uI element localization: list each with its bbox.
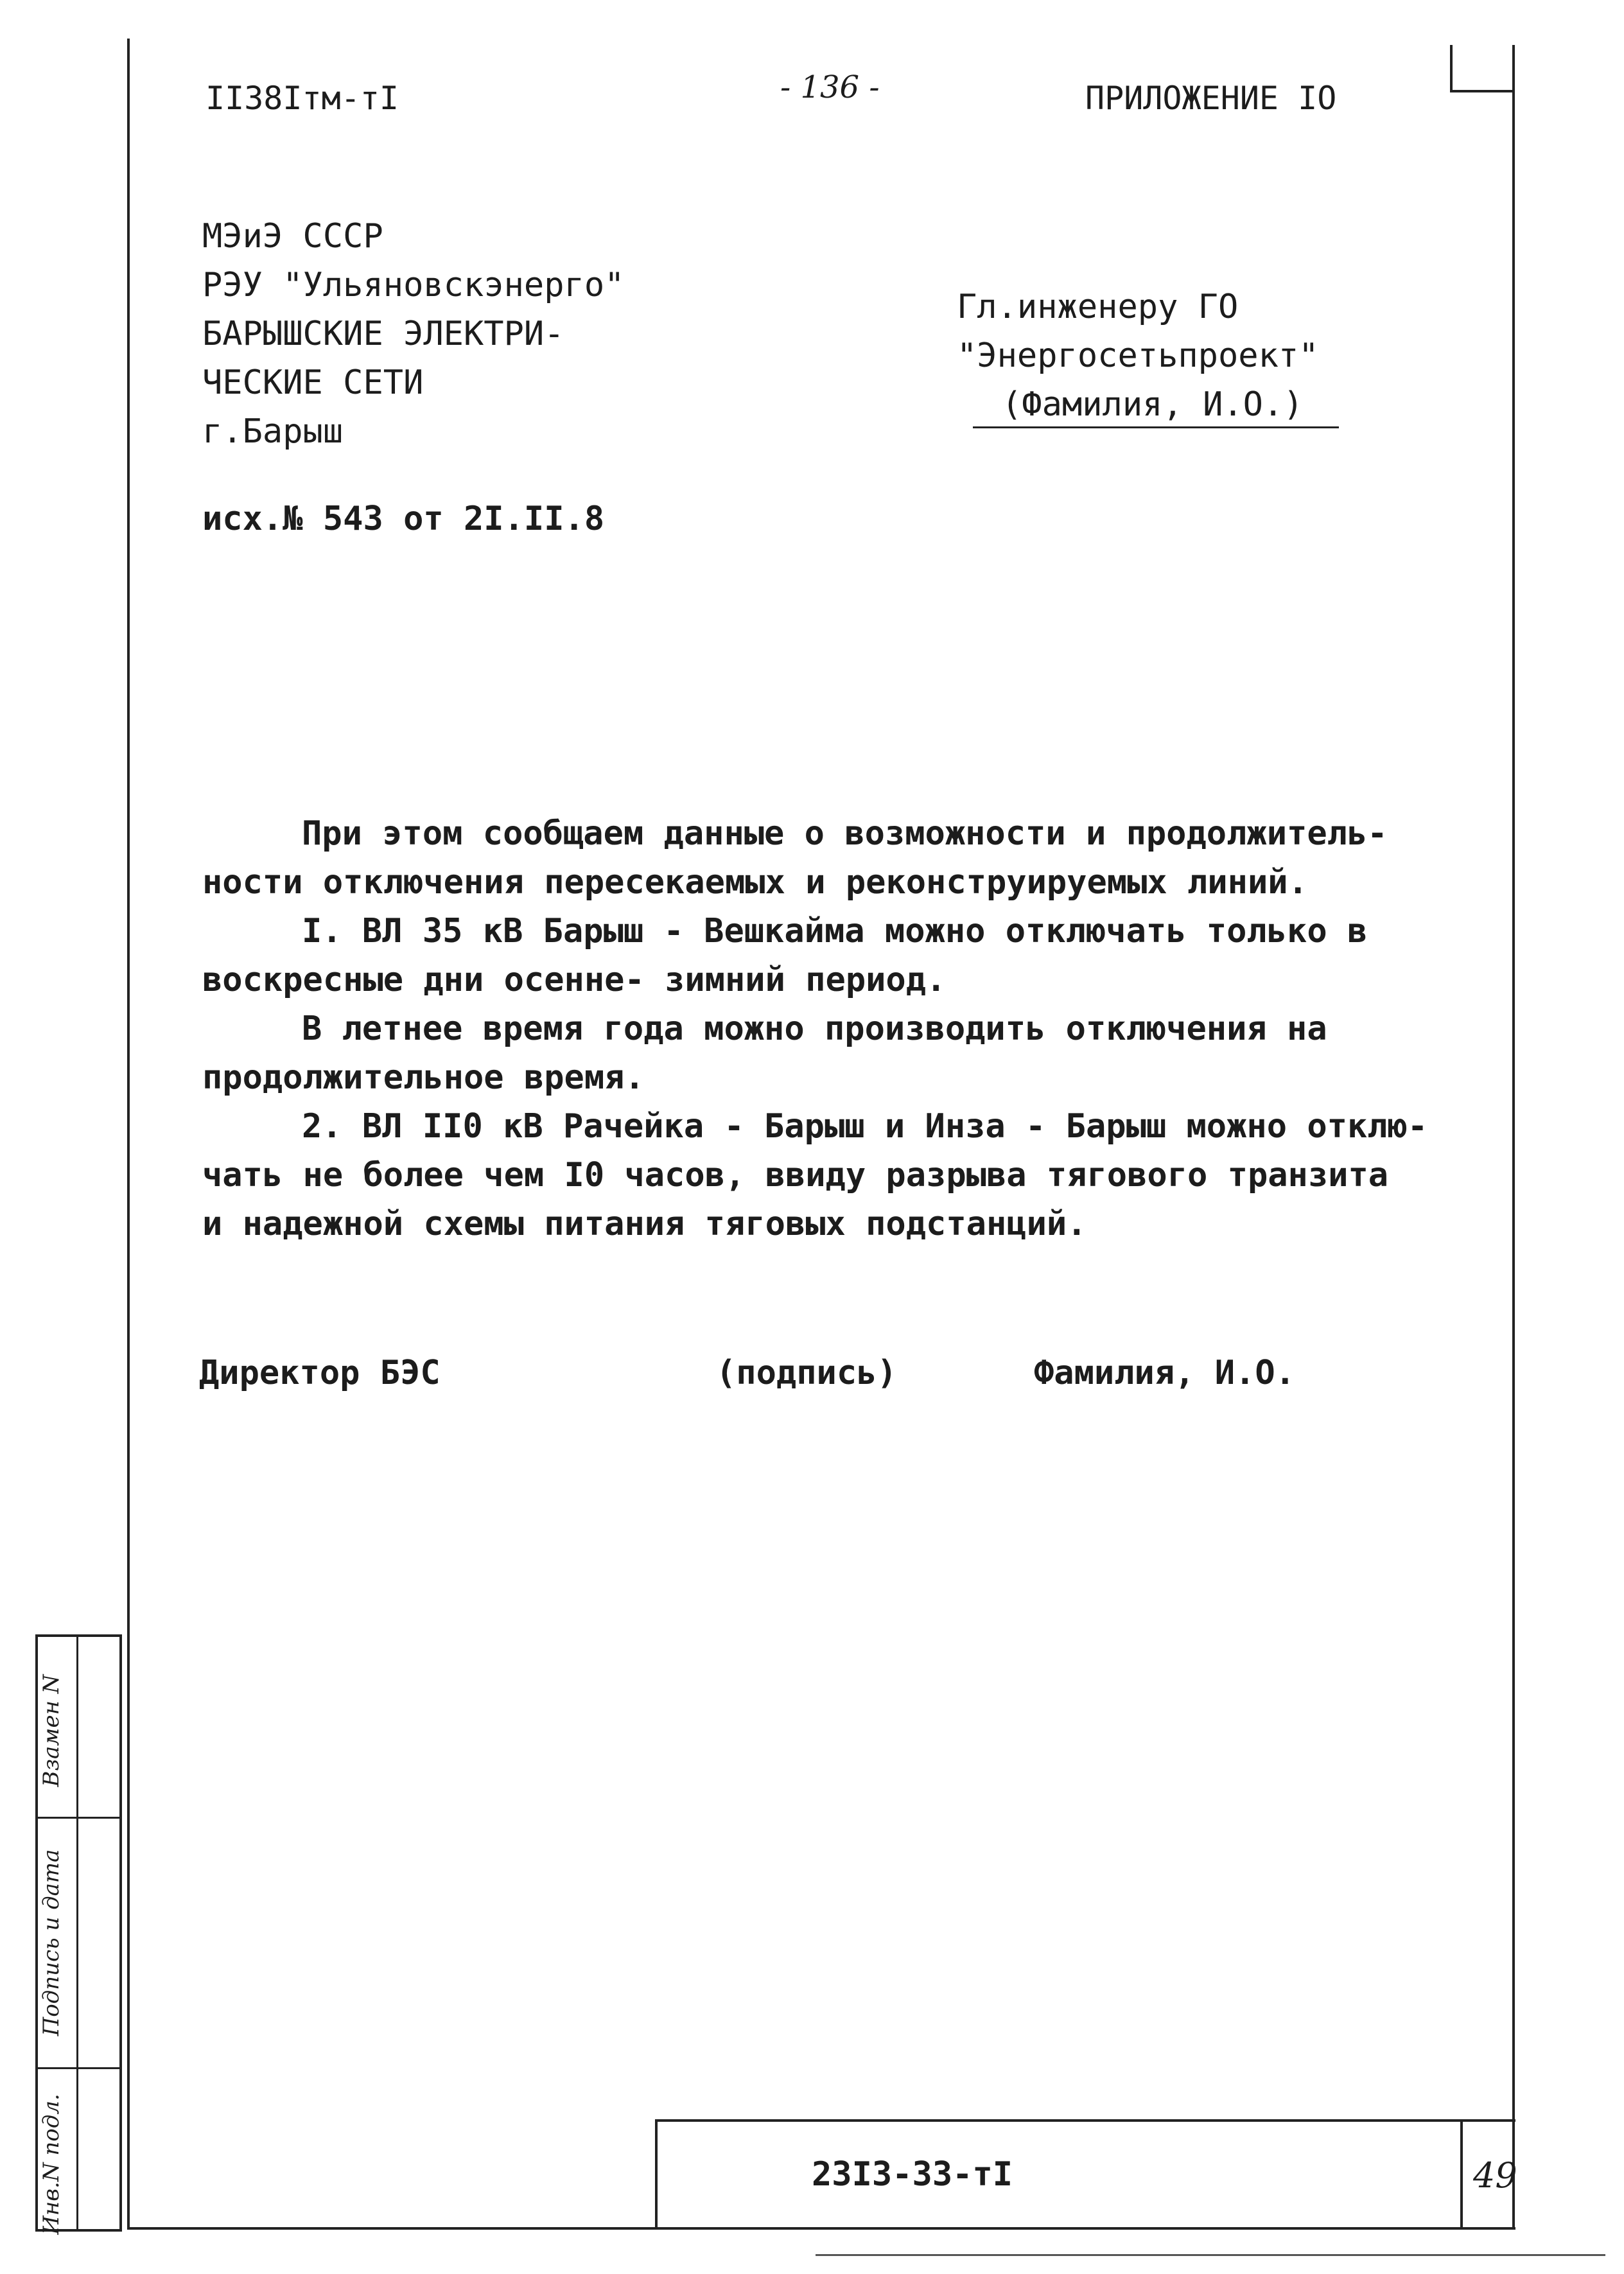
corner-mark-horizontal bbox=[1450, 90, 1514, 92]
body-line: 2. ВЛ II0 кВ Рачейка - Барыш и Инза - Барыш можно отклю- bbox=[302, 1107, 1428, 1146]
body-line: продолжительное время. bbox=[202, 1058, 645, 1097]
sender-line: г.Барыш bbox=[202, 412, 344, 451]
signature-placeholder: (подпись) bbox=[716, 1354, 897, 1392]
recipient-line: "Энергосетьпроект" bbox=[957, 337, 1319, 375]
stamp-label-inventory: Инв.N подл. bbox=[39, 2094, 64, 2235]
body-line: I. ВЛ 35 кВ Барыш - Вешкайма можно отключать только в bbox=[302, 912, 1368, 950]
stamp-row-divider bbox=[38, 1817, 119, 1819]
stamp-label-signature-date: Подпись и дата bbox=[39, 1849, 64, 2036]
corner-mark-vertical bbox=[1450, 45, 1453, 91]
stamp-row-divider bbox=[38, 2067, 119, 2069]
sheet-number: 49 bbox=[1473, 2155, 1517, 2196]
body-line: чать не более чем I0 часов, ввиду разрыва тягового транзита bbox=[202, 1156, 1389, 1194]
sender-line: БАРЫШСКИЕ ЭЛЕКТРИ- bbox=[202, 315, 564, 353]
title-block-code: 23I3-33-тI bbox=[812, 2155, 1013, 2194]
signature-name: Фамилия, И.О. bbox=[1034, 1354, 1295, 1392]
recipient-name-placeholder: (Фамилия, И.О.) bbox=[1002, 385, 1304, 424]
signature-position: Директор БЭС bbox=[199, 1354, 441, 1392]
body-line: В летнее время года можно производить отключения на bbox=[302, 1010, 1327, 1048]
recipient-underline bbox=[973, 426, 1339, 428]
title-block-divider bbox=[1460, 2122, 1463, 2230]
recipient-block bbox=[957, 283, 1319, 429]
recipient-line: Гл.инженеру ГО bbox=[957, 288, 1239, 326]
body-line: воскресные дни осенне- зимний период. bbox=[202, 961, 947, 999]
letter-body bbox=[202, 809, 1428, 1248]
outgoing-reference: исх.№ 543 от 2I.II.8 bbox=[202, 500, 605, 538]
body-line: и надежной схемы питания тяговых подстанций. bbox=[202, 1205, 1087, 1243]
appendix-label: ПРИЛОЖЕНИЕ IO bbox=[1085, 80, 1337, 117]
body-line: ности отключения пересекаемых и реконструируемых линий. bbox=[202, 863, 1308, 902]
page-number-mark: - 136 - bbox=[780, 69, 880, 105]
stamp-inner-divider bbox=[76, 1637, 78, 2229]
body-line: При этом сообщаем данные о возможности и продолжитель- bbox=[302, 814, 1388, 853]
right-frame-line bbox=[1512, 45, 1515, 2228]
stamp-label-replacement: Взамен N bbox=[39, 1674, 64, 1787]
document-code: II38Iтм-тI bbox=[205, 80, 399, 117]
left-margin-line bbox=[127, 39, 130, 2228]
title-block bbox=[655, 2119, 1515, 2230]
sender-block bbox=[202, 212, 624, 456]
scan-edge-line bbox=[816, 2254, 1605, 2256]
sender-line: МЭиЭ СССР bbox=[202, 217, 383, 256]
sender-line: РЭУ "Ульяновскэнерго" bbox=[202, 266, 625, 304]
sender-line: ЧЕСКИЕ СЕТИ bbox=[202, 363, 424, 402]
